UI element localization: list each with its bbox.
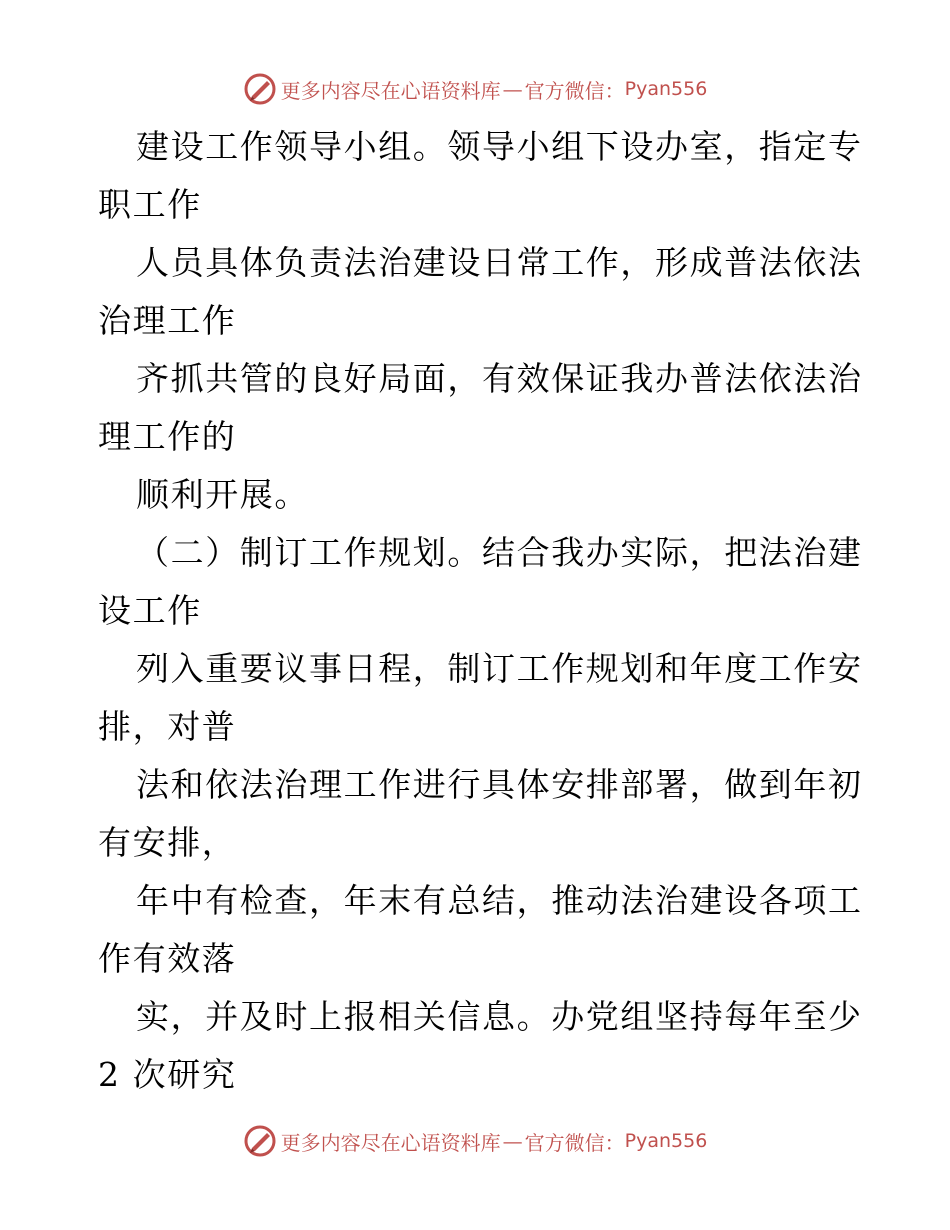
watermark-wechat-label: 官方微信： — [524, 1130, 625, 1155]
text-line: 法和依法治理工作进行具体安排部署，做到年初 — [136, 765, 863, 804]
watermark-wechat-id: Pyan556 — [624, 1130, 708, 1152]
watermark-dash: — — [502, 1129, 523, 1153]
text-line: 排，对普 — [98, 707, 237, 746]
watermark-dash: — — [502, 77, 523, 101]
text-line: 年中有检查，年末有总结，推动法治建设各项工 — [136, 881, 863, 920]
text-line: 有安排， — [98, 823, 237, 862]
text-line: 职工作 — [98, 185, 202, 224]
text-line: 2 次研究 — [98, 1055, 237, 1094]
pen-seal-icon — [243, 1124, 277, 1158]
watermark-label: 更多内容尽在心语资料库 — [280, 1130, 501, 1155]
watermark-wechat-id: Pyan556 — [624, 78, 708, 100]
text-line: 治理工作 — [98, 301, 237, 340]
text-line: 齐抓共管的良好局面，有效保证我办普法依法治 — [136, 359, 863, 398]
text-line: 实，并及时上报相关信息。办党组坚持每年至少 — [136, 997, 863, 1036]
watermark-bottom — [0, 1124, 950, 1158]
text-line: 理工作的 — [98, 417, 237, 456]
text-line: 作有效落 — [98, 939, 237, 978]
text-line: 列入重要议事日程，制订工作规划和年度工作安 — [136, 649, 863, 688]
text-line: 顺利开展。 — [136, 475, 309, 514]
document-body — [98, 118, 863, 1104]
text-line: （二）制订工作规划。结合我办实际，把法治建 — [136, 533, 863, 572]
watermark-top — [0, 72, 950, 106]
text-line: 人员具体负责法治建设日常工作，形成普法依法 — [136, 243, 863, 282]
watermark-label: 更多内容尽在心语资料库 — [280, 78, 501, 103]
pen-seal-icon — [243, 72, 277, 106]
text-line: 设工作 — [98, 591, 202, 630]
watermark-wechat-label: 官方微信： — [524, 78, 625, 103]
text-line: 建设工作领导小组。领导小组下设办室，指定专 — [136, 127, 863, 166]
